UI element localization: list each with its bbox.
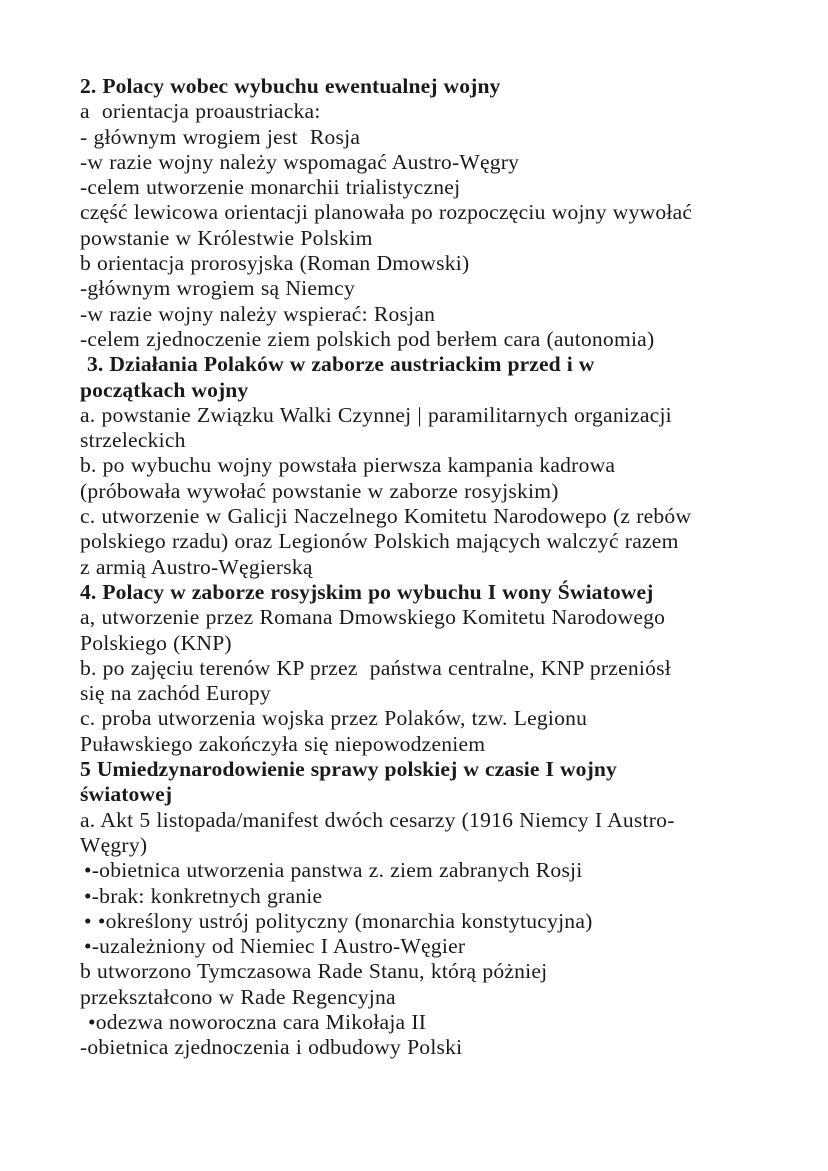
text-line: polskiego rzadu) oraz Legionów Polskich mających walczyć razem	[80, 529, 679, 554]
text-line: się na zachód Europy	[80, 681, 271, 706]
text-line: -obietnica zjednoczenia i odbudowy Polski	[80, 1035, 463, 1060]
bullet-list-item: • •określony ustrój polityczny (monarchia konstytucyjna)	[84, 908, 593, 933]
text-line: a orientacja proaustriacka:	[80, 99, 321, 124]
section-heading: początkach wojny	[80, 377, 249, 402]
text-line: a. powstanie Związku Walki Czynnej | paramilitarnych organizacji	[80, 402, 672, 427]
bullet-list-item: •odezwa noworoczna cara Mikołaja II	[88, 1009, 427, 1034]
text-line: -w razie wojny należy wspierać: Rosjan	[80, 301, 436, 326]
text-line: Węgry)	[80, 832, 148, 857]
bullet-list-item: •-uzależniony od Niemiec I Austro-Węgier	[84, 934, 466, 959]
text-line: b. po wybuchu wojny powstała pierwsza kampania kadrowa	[80, 453, 616, 478]
text-line: c. proba utworzenia wojska przez Polaków, tzw. Legionu	[80, 706, 588, 731]
text-line: -głównym wrogiem są Niemcy	[80, 276, 355, 301]
text-line: przekształcono w Rade Regencyjna	[80, 984, 396, 1009]
bullet-list-item: •-brak: konkretnych granie	[84, 883, 323, 908]
text-line: a. Akt 5 listopada/manifest dwóch cesarzy (1916 Niemcy I Austro-	[80, 807, 675, 832]
text-line: z armią Austro-Węgierską	[80, 554, 313, 579]
text-line: powstanie w Królestwie Polskim	[80, 225, 373, 250]
document-text-body	[80, 74, 750, 1061]
text-line: - głównym wrogiem jest Rosja	[80, 124, 361, 149]
section-heading: 4. Polacy w zaborze rosyjskim po wybuchu I wony Światowej	[80, 579, 654, 604]
text-line: -celem utworzenie monarchii trialistycznej	[80, 175, 461, 200]
text-line: część lewicowa orientacji planowała po rozpoczęciu wojny wywołać	[80, 200, 693, 225]
text-line: b. po zajęciu terenów KP przez państwa centralne, KNP przeniósł	[80, 655, 671, 680]
text-line: c. utworzenie w Galicji Naczelnego Komitetu Narodowepo (z rebów	[80, 504, 692, 529]
text-line: -w razie wojny należy wspomagać Austro-Węgry	[80, 149, 520, 174]
text-line: b orientacja prorosyjska (Roman Dmowski)	[80, 251, 470, 276]
bullet-list-item: •-obietnica utworzenia panstwa z. ziem zabranych Rosji	[84, 858, 583, 883]
text-line: b utworzono Tymczasowa Rade Stanu, którą póżniej	[80, 959, 548, 984]
section-heading: 5 Umiedzynarodowienie sprawy polskiej w czasie I wojny	[80, 757, 617, 782]
text-line: strzeleckich	[80, 428, 186, 453]
section-heading: 2. Polacy wobec wybuchu ewentualnej wojny	[80, 74, 501, 98]
section-heading: światowej	[80, 782, 173, 807]
text-line: a, utworzenie przez Romana Dmowskiego Komitetu Narodowego	[80, 605, 666, 630]
text-line: Puławskiego zakończyła się niepowodzeniem	[80, 731, 486, 756]
text-line: -celem zjednoczenie ziem polskich pod berłem cara (autonomia)	[80, 326, 655, 351]
section-heading: 3. Działania Polaków w zaborze austriackim przed i w	[87, 352, 595, 377]
text-line: Polskiego (KNP)	[80, 630, 232, 655]
text-line: (próbowała wywołać powstanie w zaborze rosyjskim)	[80, 478, 559, 503]
